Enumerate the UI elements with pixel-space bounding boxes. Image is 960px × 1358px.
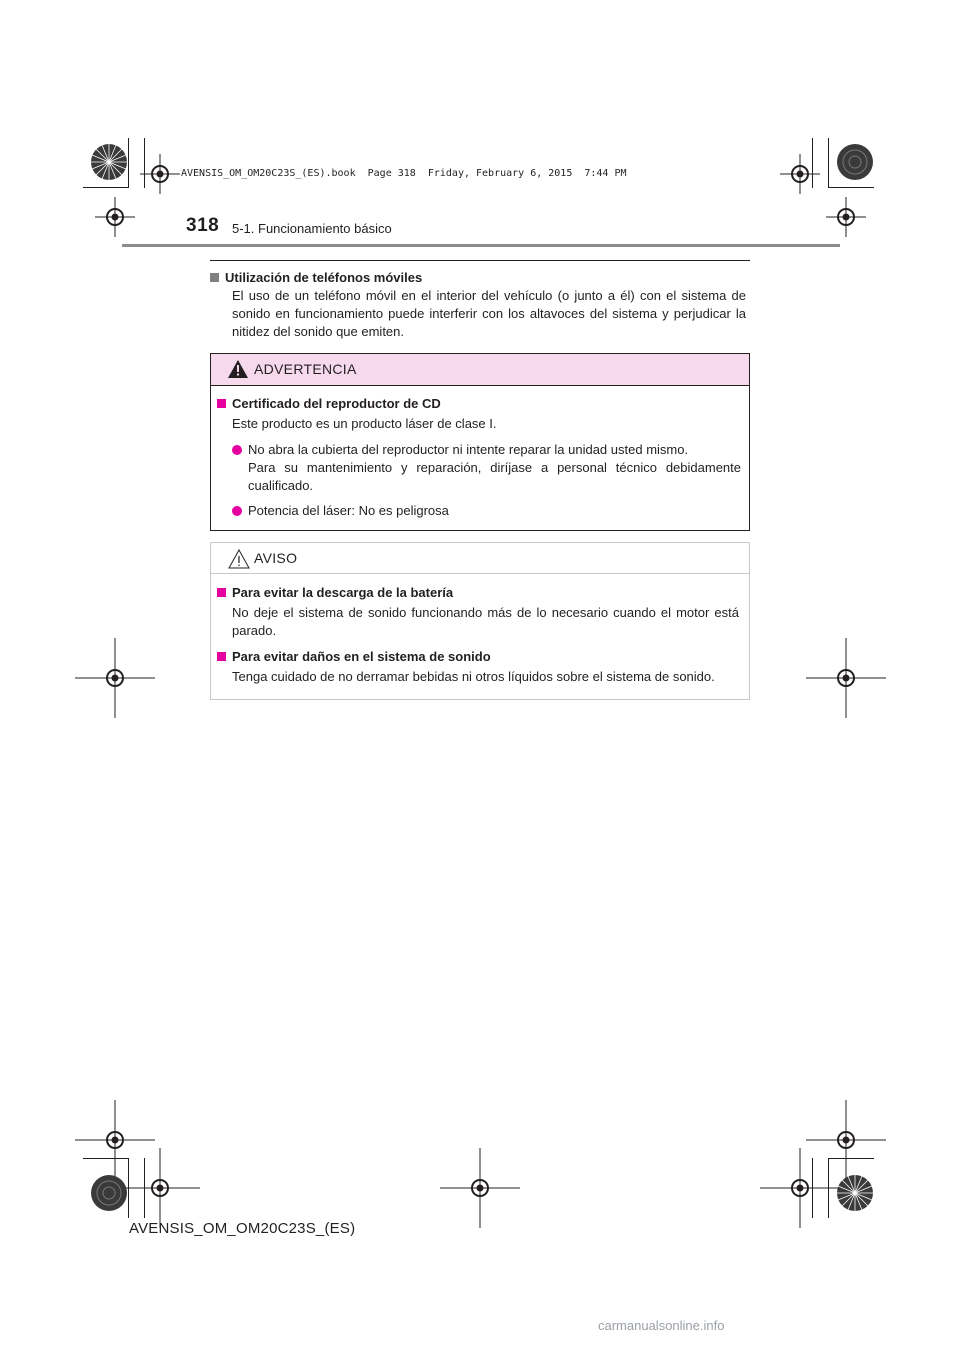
intro-section [210,270,746,341]
caution-outline-triangle-icon [228,549,250,569]
notice-title: AVISO [254,550,298,566]
notice-box [210,542,750,700]
warning-box [210,353,750,531]
notice-content [211,585,749,686]
registration-mark-icon [95,197,135,237]
calibration-disc-icon [836,1174,874,1212]
section-title: 5-1. Funcionamiento básico [232,221,392,236]
registration-mark-icon [806,638,886,718]
notice-section-heading: Para evitar daños en el sistema de sonido [217,649,749,664]
watermark: carmanualsonline.info [598,1318,725,1333]
warning-section-heading: Certificado del reproductor de CD [217,396,749,411]
round-bullet-icon [232,445,242,455]
intro-text: El uso de un teléfono móvil en el interior del vehículo (o junto a él) con el sistema de sonido en funcionamiento puede interferir con los altavoces del sistema y perjudicar la nitidez del sonido que emiten. [232,288,746,339]
registration-mark-icon [826,197,866,237]
registration-mark-icon [780,154,820,194]
calibration-disc-icon [836,143,874,181]
calibration-disc-icon [90,1174,128,1212]
warning-triangle-icon [228,360,248,378]
warning-header [211,354,749,386]
square-bullet-icon [217,588,226,597]
content-rule [210,260,750,261]
header-rule [122,244,840,247]
intro-heading: Utilización de teléfonos móviles [210,270,746,285]
notice-section-text: No deje el sistema de sonido funcionando más de lo necesario cuando el motor está parado. [232,605,739,638]
footer-code: AVENSIS_OM_OM20C23S_(ES) [129,1220,356,1237]
registration-mark-icon [75,638,155,718]
warning-bullet: Potencia del láser: No es peligrosa [232,502,741,520]
calibration-disc-icon [90,143,128,181]
square-bullet-icon [217,399,226,408]
warning-section-text: Este producto es un producto láser de clase I. [232,416,497,431]
square-bullet-icon [210,273,219,282]
registration-mark-icon [120,1148,200,1228]
square-bullet-icon [217,652,226,661]
page-number: 318 [186,215,220,236]
warning-title: ADVERTENCIA [254,361,357,377]
notice-header [211,543,749,574]
warning-content [211,396,749,520]
book-stamp: AVENSIS_OM_OM20C23S_(ES).book Page 318 Friday, February 6, 2015 7:44 PM [181,168,627,179]
warning-bullet: No abra la cubierta del reproductor ni intente reparar la unidad usted mismo. Para su mantenimiento y reparación, diríjase a personal técnico debidamente cualificado. [232,441,741,495]
registration-mark-icon [760,1148,840,1228]
round-bullet-icon [232,506,242,516]
registration-mark-icon [440,1148,520,1228]
registration-mark-icon [140,154,180,194]
notice-section-heading: Para evitar la descarga de la batería [217,585,749,600]
notice-section-text: Tenga cuidado de no derramar bebidas ni otros líquidos sobre el sistema de sonido. [232,669,715,684]
